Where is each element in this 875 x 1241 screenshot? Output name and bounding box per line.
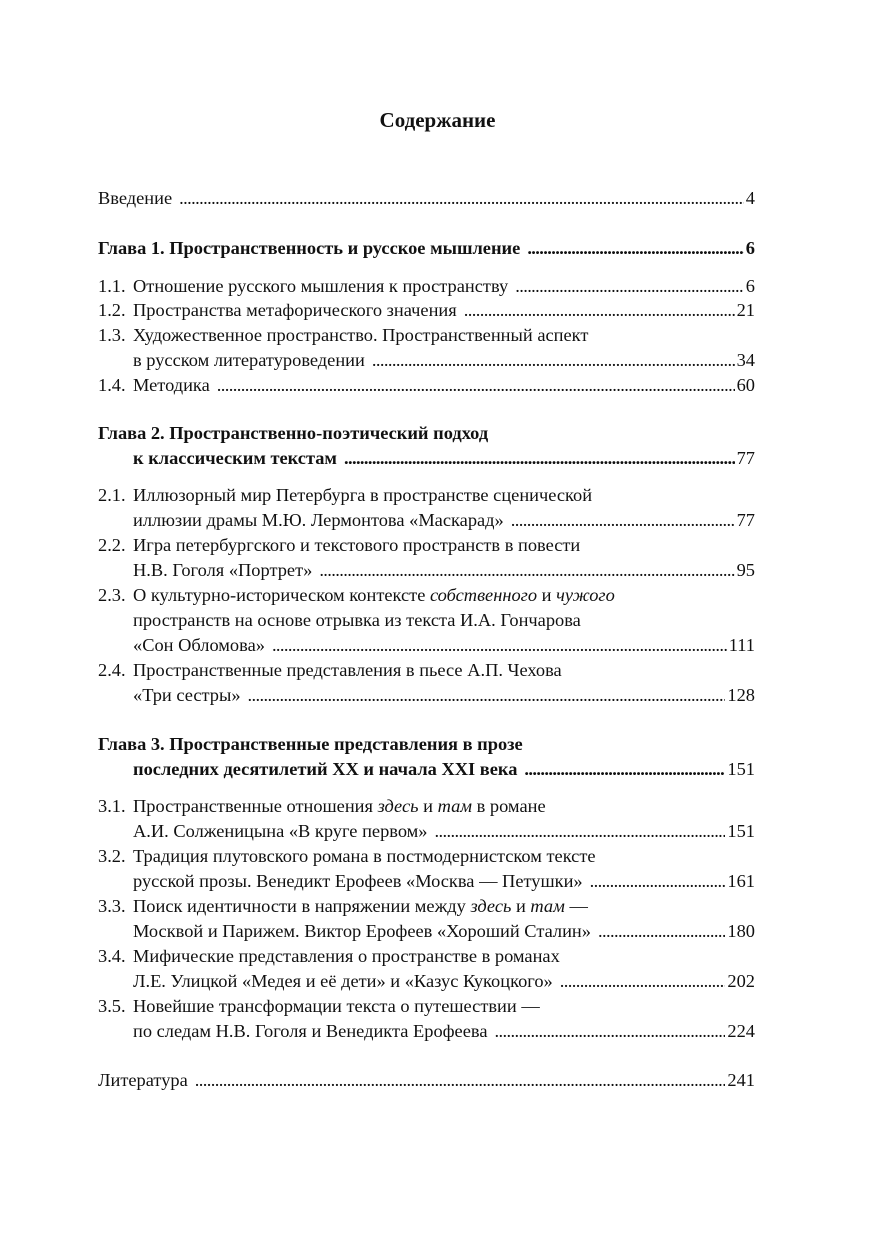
- toc-section-1-1[interactable]: [98, 274, 755, 299]
- page-title: Содержание: [379, 108, 496, 132]
- leader-dots: [217, 373, 735, 398]
- leader-dots: [515, 274, 744, 299]
- section-number: 2.2.: [98, 535, 126, 555]
- toc-section-3-2-cont[interactable]: [133, 869, 755, 894]
- toc-section-1-4[interactable]: [98, 373, 755, 398]
- leader-dots: [195, 1068, 726, 1093]
- toc-entry-title: Глава 3. Пространственные представления в прозе: [98, 734, 523, 754]
- leader-dots: [560, 969, 726, 994]
- toc-entry-title: Глава 2. Пространственно-поэтический подход: [98, 423, 489, 443]
- toc-section-2-1-cont[interactable]: [133, 508, 755, 533]
- toc-section-3-4[interactable]: [98, 944, 755, 969]
- toc-chapter-3-cont[interactable]: [133, 757, 755, 782]
- toc-section-2-3-cont2[interactable]: [133, 633, 755, 658]
- section-number: 2.3.: [98, 585, 126, 605]
- toc-section-3-4-cont[interactable]: [133, 969, 755, 994]
- leader-dots: [511, 508, 735, 533]
- toc-section-2-2-cont[interactable]: [133, 558, 755, 583]
- toc-entry-title: к классическим текстам: [133, 448, 337, 468]
- toc-section-3-1[interactable]: [98, 794, 755, 819]
- toc-entry-page: 202: [727, 971, 755, 991]
- toc-entry-page: 6: [745, 238, 755, 258]
- toc-entry-title: Л.Е. Улицкой «Медея и её дети» и «Казус Кукоцкого»: [133, 971, 553, 991]
- section-number: 3.3.: [98, 896, 126, 916]
- toc-entry-page: 6: [745, 276, 755, 296]
- toc-chapter-3[interactable]: [98, 732, 755, 757]
- toc-entry-title: Пространства метафорического значения: [133, 300, 457, 320]
- toc-section-2-3-cont[interactable]: [133, 608, 755, 633]
- toc-section-2-4-cont[interactable]: [133, 683, 755, 708]
- toc-entry-page: 224: [727, 1021, 755, 1041]
- toc-entry-intro[interactable]: [98, 186, 755, 211]
- leader-dots: [319, 558, 734, 583]
- toc-entry-title: Введение: [98, 188, 173, 208]
- toc-entry-title: Игра петербургского и текстового пространств в повести: [133, 535, 581, 555]
- toc-entry-title: Художественное пространство. Пространственный аспект: [133, 325, 589, 345]
- toc-entry-title: Отношение русского мышления к пространству: [133, 276, 509, 296]
- toc-entry-title: Традиция плутовского романа в постмодернистском тексте: [133, 846, 596, 866]
- leader-dots: [590, 869, 726, 894]
- leader-dots: [464, 298, 735, 323]
- section-number: 2.4.: [98, 660, 126, 680]
- toc-entry-title: «Три сестры»: [133, 685, 241, 705]
- toc-entry-title: Литература: [98, 1070, 188, 1090]
- section-number: 1.1.: [98, 276, 126, 296]
- toc-entry-title: Н.В. Гоголя «Портрет»: [133, 560, 313, 580]
- toc-chapter-2-cont[interactable]: [133, 446, 755, 471]
- toc-section-2-2[interactable]: [98, 533, 755, 558]
- section-number: 3.2.: [98, 846, 126, 866]
- toc-entry-title: Пространственные представления в пьесе А.П. Чехова: [133, 660, 562, 680]
- toc-entry-page: 111: [728, 635, 755, 655]
- toc-entry-title: пространств на основе отрывка из текста И.А. Гончарова: [133, 610, 581, 630]
- toc-section-3-1-cont[interactable]: [133, 819, 755, 844]
- section-number: 3.4.: [98, 946, 126, 966]
- toc-section-1-3[interactable]: [98, 323, 755, 348]
- leader-dots: [248, 683, 726, 708]
- leader-dots: [272, 633, 727, 658]
- toc-section-1-2[interactable]: [98, 298, 755, 323]
- leader-dots: [372, 348, 735, 373]
- toc-entry-page: 151: [727, 759, 755, 779]
- toc-section-1-3-cont[interactable]: [133, 348, 755, 373]
- leader-dots: [527, 236, 743, 261]
- toc-entry-title: последних десятилетий XX и начала XXI века: [133, 759, 518, 779]
- toc-entry-literature[interactable]: [98, 1068, 755, 1093]
- toc-chapter-2[interactable]: [98, 421, 755, 446]
- toc-entry-title: по следам Н.В. Гоголя и Венедикта Ерофеева: [133, 1021, 488, 1041]
- toc-entry-title: Пространственные отношения здесь и там в романе: [133, 796, 546, 816]
- section-number: 1.4.: [98, 375, 126, 395]
- toc-entry-title: А.И. Солженицына «В круге первом»: [133, 821, 428, 841]
- toc-entry-page: 180: [727, 921, 755, 941]
- toc-entry-page: 151: [727, 821, 755, 841]
- toc-entry-page: 34: [736, 350, 755, 370]
- toc-entry-title: Мифические представления о пространстве в романах: [133, 946, 560, 966]
- toc-entry-title: в русском литературоведении: [133, 350, 365, 370]
- toc-entry-title: иллюзии драмы М.Ю. Лермонтова «Маскарад»: [133, 510, 504, 530]
- toc-entry-title: Новейшие трансформации текста о путешествии —: [133, 996, 540, 1016]
- section-number: 3.1.: [98, 796, 126, 816]
- leader-dots: [598, 919, 725, 944]
- section-number: 3.5.: [98, 996, 126, 1016]
- leader-dots: [524, 757, 725, 782]
- toc-entry-page: 77: [736, 510, 755, 530]
- toc-section-3-3[interactable]: [98, 894, 755, 919]
- toc-chapter-1[interactable]: [98, 236, 755, 261]
- section-number: 2.1.: [98, 485, 126, 505]
- toc-entry-title: Глава 1. Пространственность и русское мышление: [98, 238, 521, 258]
- toc-section-3-2[interactable]: [98, 844, 755, 869]
- toc-section-3-5-cont[interactable]: [133, 1019, 755, 1044]
- toc-section-2-4[interactable]: [98, 658, 755, 683]
- toc-entry-page: 161: [727, 871, 755, 891]
- toc-entry-page: 77: [736, 448, 755, 468]
- leader-dots: [344, 446, 735, 471]
- toc-section-2-1[interactable]: [98, 483, 755, 508]
- toc-entry-page: 4: [745, 188, 755, 208]
- toc-entry-title: Поиск идентичности в напряжении между здесь и там —: [133, 896, 588, 916]
- toc-entry-page: 241: [727, 1070, 755, 1090]
- toc-entry-title: Методика: [133, 375, 210, 395]
- leader-dots: [495, 1019, 726, 1044]
- toc-entry-title: Иллюзорный мир Петербурга в пространстве сценической: [133, 485, 593, 505]
- toc-entry-page: 60: [736, 375, 755, 395]
- leader-dots: [435, 819, 726, 844]
- toc-section-3-5[interactable]: [98, 994, 755, 1019]
- toc-entry-title: русской прозы. Венедикт Ерофеев «Москва — Петушки»: [133, 871, 583, 891]
- toc-entry-title: Москвой и Парижем. Виктор Ерофеев «Хороший Сталин»: [133, 921, 591, 941]
- toc-section-2-3[interactable]: [98, 583, 755, 608]
- section-number: 1.3.: [98, 325, 126, 345]
- toc-entry-title: «Сон Обломова»: [133, 635, 265, 655]
- leader-dots: [179, 186, 744, 211]
- toc-entry-page: 128: [727, 685, 755, 705]
- toc-entry-title: О культурно-историческом контексте собственного и чужого: [133, 585, 615, 605]
- toc-entry-page: 95: [736, 560, 755, 580]
- section-number: 1.2.: [98, 300, 126, 320]
- toc-section-3-3-cont[interactable]: [133, 919, 755, 944]
- toc-entry-page: 21: [736, 300, 755, 320]
